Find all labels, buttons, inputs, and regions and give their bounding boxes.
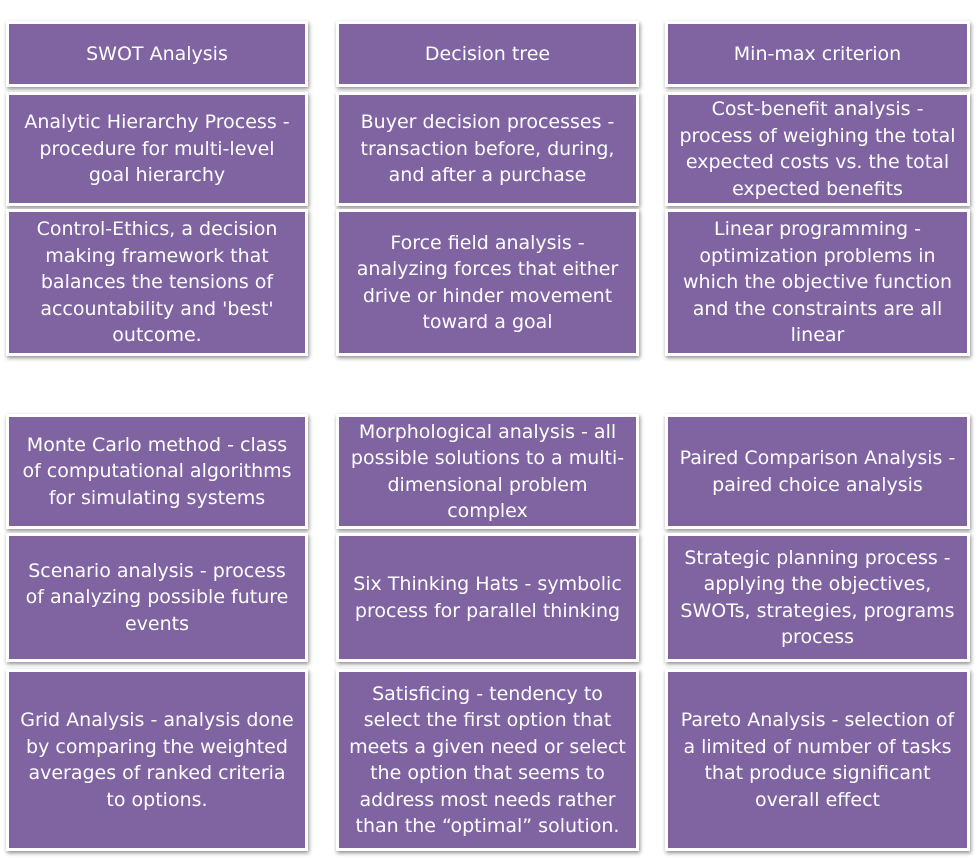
method-card-text: Morphological analysis - all possible solutions to a multi-dimensional problem complex [350,420,625,522]
method-card-text: Linear programming - optimization problems in which the objective function and the constraints are all linear [682,218,953,347]
method-card [665,92,970,206]
method-card-text: Scenario analysis - process of analyzing possible future events [25,559,289,635]
method-card [336,414,639,529]
method-card [6,92,308,206]
method-card-text: Min-max criterion [733,42,902,65]
method-card-text: Strategic planning process - applying the objectives, SWOTs, strategies, programs process [680,546,955,648]
method-card [6,209,308,356]
method-card [665,533,970,662]
method-card-text: Decision tree [424,42,551,65]
method-card [6,533,308,662]
method-card [665,414,970,529]
method-card [6,414,308,529]
method-card-text: Satisficing - tendency to select the first option that meets a given need or select the option that seems to address most needs rather than the “optimal” solution. [349,682,626,837]
method-card-text: Analytic Hierarchy Process - procedure for multi-level goal hierarchy [24,111,290,187]
method-card-text: Cost-benefit analysis - process of weighing the total expected costs vs. the total expected benefits [679,98,956,200]
method-card [665,669,970,851]
method-card-text: Monte Carlo method - class of computational algorithms for simulating systems [22,433,292,509]
method-card-text: Six Thinking Hats - symbolic process for parallel thinking [353,573,622,622]
method-card-text: Control-Ethics, a decision making framework that balances the tensions of accountability and 'best' outcome. [36,218,278,347]
method-card [336,92,639,206]
method-card [6,669,308,851]
method-card-text: Buyer decision processes - transaction before, during, and after a purchase [360,111,615,187]
method-card [336,209,639,356]
method-card [665,209,970,356]
method-card [665,21,970,87]
method-card-text: Grid Analysis - analysis done by comparing the weighted averages of ranked criteria to options. [20,709,294,811]
method-card [336,533,639,662]
method-card-text: SWOT Analysis [86,42,228,65]
method-card [6,21,308,87]
method-card-text: Pareto Analysis - selection of a limited of number of tasks that produce significant overall effect [680,709,955,811]
method-card-text: Force field analysis - analyzing forces that either drive or hinder movement toward a goal [356,231,619,333]
method-card [336,21,639,87]
method-card [336,669,639,851]
method-card-text: Paired Comparison Analysis - paired choice analysis [679,447,956,496]
